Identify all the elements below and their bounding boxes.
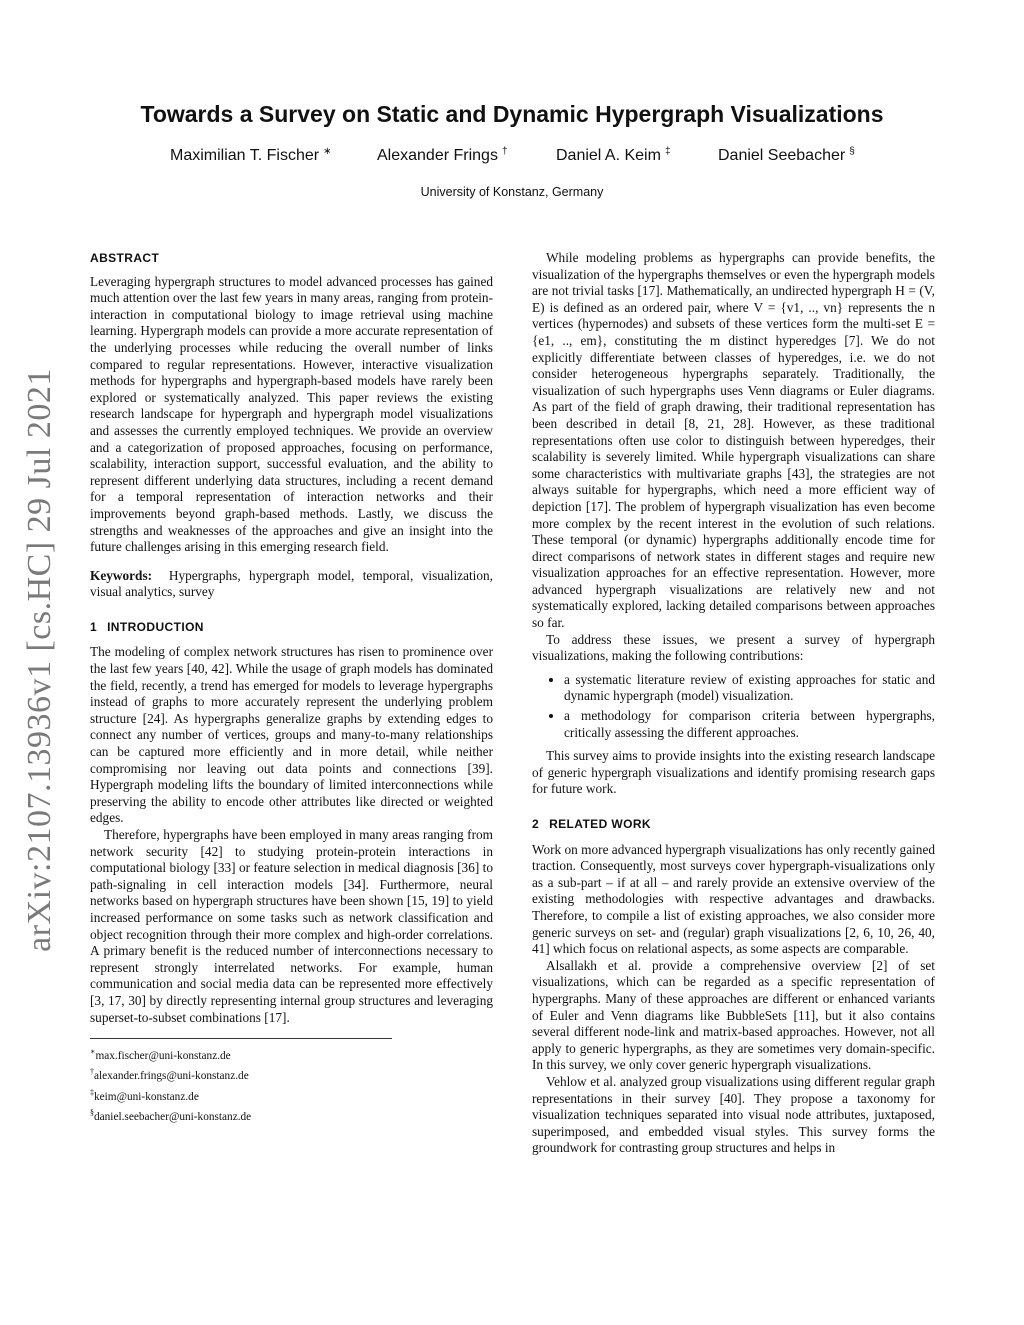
footnote: ‡keim@uni-konstanz.de [90,1087,199,1103]
author: Daniel A. Keim ‡ [556,146,671,164]
footnote: †alexander.frings@uni-konstanz.de [90,1067,249,1083]
section-heading-introduction: 1 INTRODUCTION [90,619,204,634]
contribution-list [532,672,935,741]
affiliation: University of Konstanz, Germany [420,185,604,199]
paragraph: While modeling problems as hypergraphs can provide benefits, the visualization of the hypergraphs themselves or even the hypergraph models are not trivial tasks [17]. Mathematically, an undirected hypergraph H = (V, E) is defined as an ordered pair, where V = {v1, .., vn} represents the n vertices (hypernodes) and subsets of these vertices form the multi-set E = {e1, .., em}, constituting the m distinct hyperedges [7]. We do not explicitly differentiate between classes of hyperedges, i.e. we do not consider heterogeneous hypergraphs separately. Traditionally, the visualization of such hypergraphs uses Venn diagrams or Euler diagrams. As part of the field of graph drawing, their traditional representation has been described in detail [8, 21, 28]. However, as these traditional representations often use color to distinguish between hyperedges, their scalability is severely limited. While hypergraph visualizations can share some characteristics with multivariate graphs [43], the strategies are not always suitable for hypergraphs, which need a more efficient way of depiction [17]. The problem of hypergraph visualization has even become more complex by the recent interest in the evolution of such relations. These temporal (or dynamic) hypergraphs additionally encode time for direct comparisons of network states in different stages and require new visualization approaches for an effective representation. However, more advanced hypergraph visualizations are relatively new and not systematically explored, lacking detailed comparisons between approaches so far. [532,250,935,631]
keywords [90,568,493,601]
author: Daniel Seebacher § [718,146,855,164]
abstract-text: Leveraging hypergraph structures to model advanced processes has gained much attention over the last few years in many areas, ranging from protein-interaction in computational biology to image retrieval using machine learning. Hypergraph models can provide a more accurate representation of the underlying processes while reducing the overall number of links compared to regular representations. However, interactive visualization methods for hypergraphs and hypergraph-based models have rarely been explored or systematically analyzed. This paper reviews the existing research landscape for hypergraph and hypergraph model visualizations and assesses the currently employed techniques. We provide an overview and a categorization of proposed approaches, focusing on performance, scalability, interaction support, successful evaluation, and the ability to represent different underlying data structures, including a recent demand for a temporal representation of interaction networks and their improvements beyond graph-based methods. Lastly, we discuss the strengths and weaknesses of the approaches and give an insight into the future challenges arising in this emerging research field. [90,273,493,555]
keywords-text: Hypergraphs, hypergraph model, temporal, visualization, visual analytics, survey [90,567,493,600]
footnotes [90,1044,493,1125]
list-item: • a methodology for comparison criteria between hypergraphs, critically assessing the different approaches. [564,708,935,741]
paragraph: Work on more advanced hypergraph visualizations has only recently gained traction. Consequently, most surveys cover hypergraph-visualizations only as a sub-part – if at all – and rarely provide an extensive overview of the existing methodologies with respective advantages and drawbacks. Therefore, to compile a list of existing approaches, we also consider more generic surveys on set- and (regular) graph visualizations [2, 6, 10, 26, 40, 41] which focus on relational aspects, as some aspects are comparable. [532,841,936,957]
arxiv-identifier: arXiv:2107.13936v1 [cs.HC] 29 Jul 2021 [21,368,58,952]
left-column [90,250,493,1126]
right-column [532,250,935,1157]
footnote-rule [90,1038,392,1039]
section-heading-related-work: 2 RELATED WORK [532,817,651,831]
footnote: ∗max.fischer@uni-konstanz.de [90,1047,231,1062]
keywords-label: Keywords: [90,567,153,583]
paragraph: Alsallakh et al. provide a comprehensive overview [2] of set visualizations, which can be regarded as a specific representation of hypergraphs. Many of these approaches are different or enhanced variants of Euler and Venn diagrams like BubbleSets [11], but it also contains several different node-link and matrix-based approaches. However, not all apply to generic hypergraphs, as they are sometimes very domain-specific. In this survey, we only cover generic hypergraph visualizations. [532,957,935,1073]
paragraph: This survey aims to provide insights into the existing research landscape of generic hypergraph visualizations and identify promising research gaps for future work. [532,748,935,797]
footnote: §daniel.seebacher@uni-konstanz.de [90,1108,252,1123]
paragraph: To address these issues, we present a survey of hypergraph visualizations, making the following contributions: [532,631,935,664]
author: Alexander Frings † [377,146,508,164]
list-item: • a systematic literature review of existing approaches for static and dynamic hypergraph (model) visualization. [564,672,935,705]
author: Maximilian T. Fischer ∗ [170,146,332,164]
paragraph: Vehlow et al. analyzed group visualizations using different regular graph representations in their survey [40]. They propose a taxonomy for visualization techniques separated into visual node attributes, juxtaposed, superimposed, and embedded visual styles. This survey forms the groundwork for contrasting group structures and helps in [532,1073,935,1156]
paragraph: Therefore, hypergraphs have been employed in many areas ranging from network security [42] to studying protein-protein interactions in computational biology [33] or feature selection in medical diagnosis [36] to path-signaling in cell interaction models [34]. Furthermore, neural networks based on hypergraph structures have been shown [15, 19] to yield increased performance on some tasks such as network classification and object recognition through their more complex and high-order correlations. A primary benefit is the reduced number of interconnections necessary to represent strongly interrelated networks. For example, human communication and social media data can be represented more effectively [3, 17, 30] by directly representing internal group structures and leveraging superset-to-subset combinations [17]. [90,827,493,1025]
paper-title: Towards a Survey on Static and Dynamic Hypergraph Visualizations [140,101,884,127]
author-list [0,146,1024,168]
abstract-heading: ABSTRACT [90,251,160,265]
paragraph: The modeling of complex network structures has risen to prominence over the last few years [40, 42]. While the usage of graph models has dominated the field, recently, a trend has emerged for models to leverage hypergraphs instead of graphs to more accurately represent the underlying problem structure [24]. As hypergraphs generalize graphs by extending edges to connect any number of vertices, groups and many-to-many relationships can be captured more efficiently and in more detail, while neither compromising nor leaving out data points and connections [39]. Hypergraph modeling lifts the boundary of limited interconnections while preserving the ability to encode other attributes like directed or weighted edges. [90,644,493,826]
